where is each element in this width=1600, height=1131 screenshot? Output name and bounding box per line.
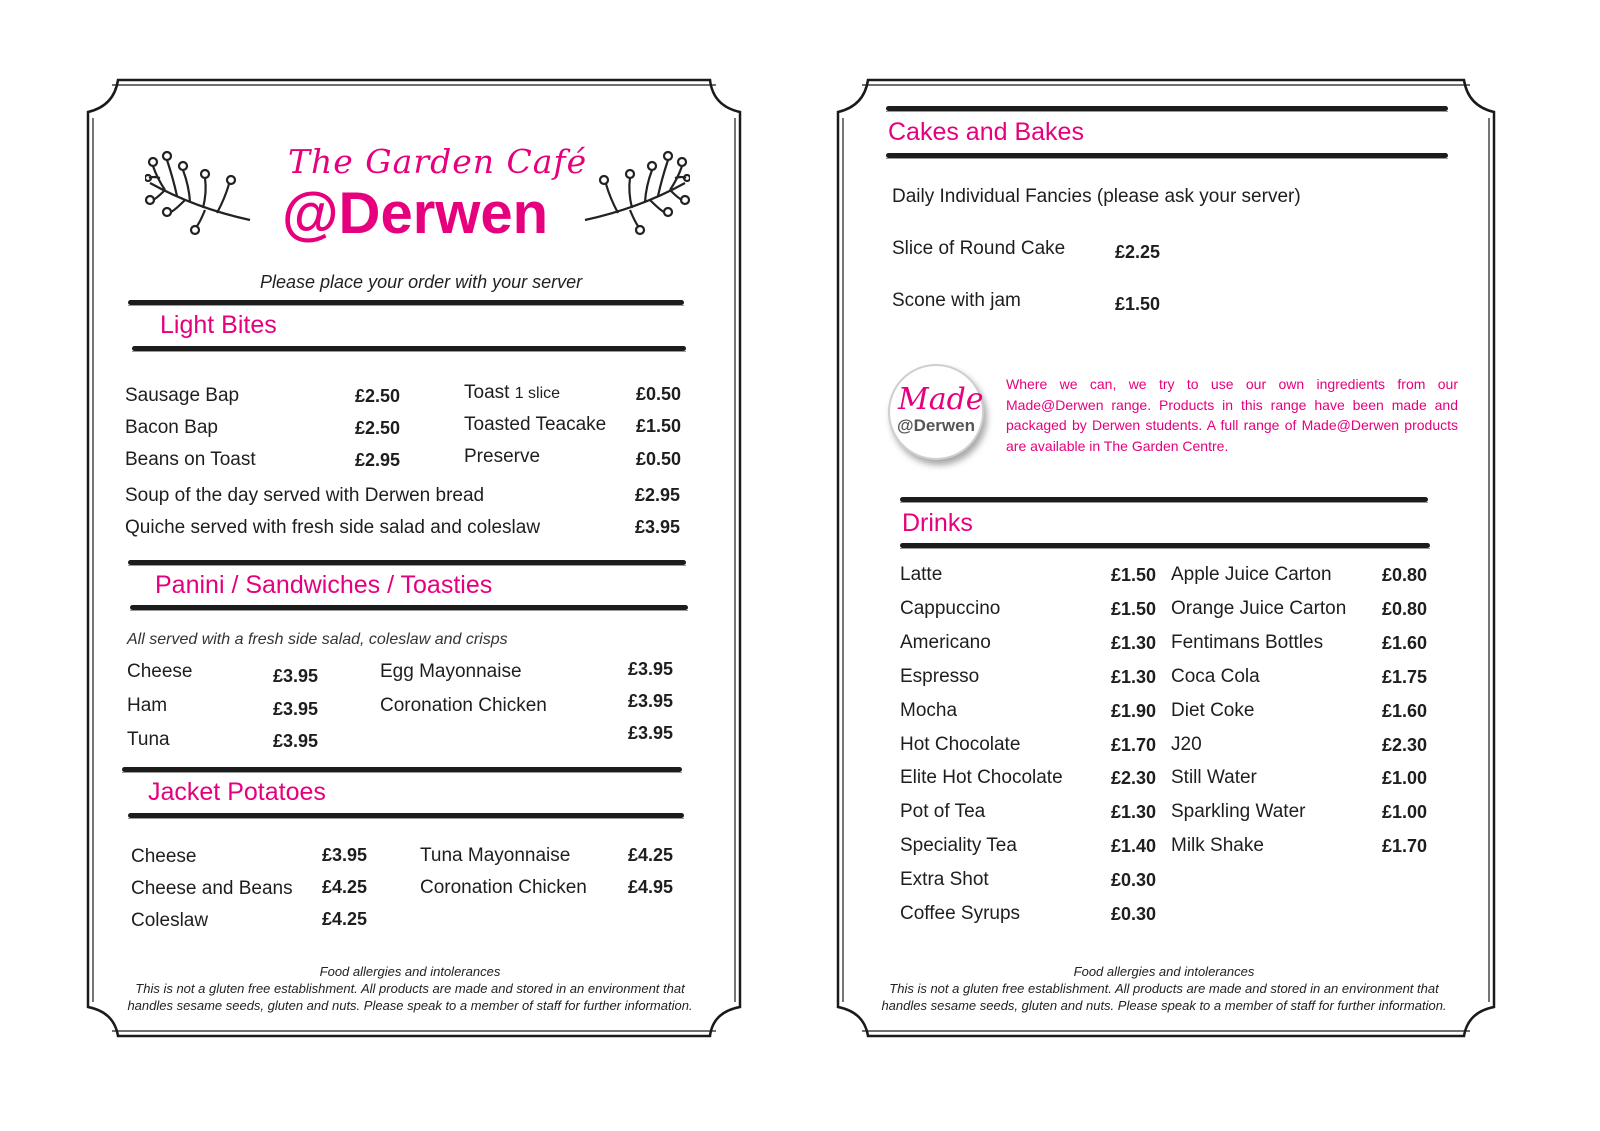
menu-item-name: Coronation Chicken bbox=[380, 695, 547, 716]
drink-name: Elite Hot Chocolate bbox=[900, 767, 1063, 789]
drink-name: Espresso bbox=[900, 665, 980, 687]
leaf-ornament-right-icon bbox=[580, 148, 690, 238]
drink-name: J20 bbox=[1171, 733, 1202, 755]
divider bbox=[132, 346, 686, 351]
divider bbox=[128, 300, 684, 305]
drink-name: Still Water bbox=[1171, 767, 1257, 789]
drink-name: Mocha bbox=[900, 699, 958, 721]
drink-price: £0.80 bbox=[1382, 598, 1428, 619]
menu-item-name: Preserve bbox=[464, 446, 541, 467]
menu-item-price: £3.95 bbox=[273, 666, 319, 686]
menu-item-price: £0.50 bbox=[636, 449, 682, 469]
drink-price: £2.30 bbox=[1382, 734, 1428, 755]
menu-item-price: £3.95 bbox=[273, 699, 319, 719]
menu-item-name: Toast bbox=[464, 382, 510, 403]
menu-item-price: £4.25 bbox=[322, 877, 368, 897]
menu-item-price: £3.95 bbox=[635, 517, 681, 537]
drink-name: Latte bbox=[900, 564, 943, 585]
menu-item-price: £2.50 bbox=[355, 386, 401, 406]
drink-price: £1.50 bbox=[1111, 598, 1157, 619]
drink-name: Americano bbox=[900, 631, 991, 653]
drink-price: £0.30 bbox=[1111, 870, 1157, 891]
menu-item-price: £4.25 bbox=[628, 845, 674, 865]
allergy-title: Food allergies and intolerances bbox=[319, 964, 501, 979]
jacket-potatoes-heading: Jacket Potatoes bbox=[148, 778, 326, 806]
drink-name: Apple Juice Carton bbox=[1171, 564, 1332, 585]
drink-name: Speciality Tea bbox=[900, 835, 1017, 857]
drink-name: Diet Coke bbox=[1171, 699, 1255, 721]
drink-name: Pot of Tea bbox=[900, 801, 986, 823]
menu-item-price: £2.95 bbox=[635, 485, 681, 505]
drink-price: £1.60 bbox=[1382, 632, 1428, 653]
right-menu-page bbox=[800, 0, 1600, 1131]
menu-item-name: Quiche served with fresh side salad and coleslaw bbox=[125, 517, 541, 538]
allergy-line: This is not a gluten free establishment. All products are made and stored in an environment that bbox=[889, 981, 1439, 996]
menu-item-name: Beans on Toast bbox=[125, 449, 256, 470]
allergy-line: This is not a gluten free establishment. All products are made and stored in an environment that bbox=[135, 981, 685, 996]
drink-price: £0.30 bbox=[1111, 904, 1157, 924]
divider bbox=[886, 153, 1448, 158]
drink-name: Sparkling Water bbox=[1171, 801, 1306, 823]
menu-item-price: £3.95 bbox=[273, 731, 319, 751]
drink-name: Coca Cola bbox=[1171, 665, 1260, 687]
drink-name: Orange Juice Carton bbox=[1171, 597, 1347, 619]
drink-price: £1.30 bbox=[1111, 666, 1157, 687]
menu-item-price: £3.95 bbox=[322, 845, 368, 865]
drink-name: Cappuccino bbox=[900, 597, 1001, 619]
menu-item-name: Sausage Bap bbox=[125, 385, 240, 406]
drink-price: £1.70 bbox=[1111, 734, 1157, 755]
menu-item-name: Coleslaw bbox=[131, 910, 209, 931]
divider bbox=[900, 497, 1428, 502]
drink-name: Hot Chocolate bbox=[900, 733, 1021, 755]
drink-price: £1.30 bbox=[1111, 802, 1157, 823]
menu-item-price: £2.50 bbox=[355, 418, 401, 438]
drink-name: Extra Shot bbox=[900, 869, 989, 891]
badge-made-text: Made bbox=[898, 382, 984, 417]
made-derwen-badge bbox=[888, 364, 984, 460]
made-derwen-description: Where we can, we try to use our own ingredients from our Made@Derwen range. Products in this range have been made and packaged by Derwen students. A full range of Made@Derwen products are available in The Garden Centre. bbox=[1006, 376, 1458, 454]
panini-subtitle: All served with a fresh side salad, coleslaw and crisps bbox=[127, 631, 508, 648]
menu-item-name: Egg Mayonnaise bbox=[380, 661, 522, 682]
divider bbox=[900, 543, 1430, 548]
divider bbox=[886, 106, 1448, 111]
drink-price: £1.50 bbox=[1111, 565, 1157, 585]
divider bbox=[128, 813, 684, 818]
menu-item-name: Tuna bbox=[127, 729, 170, 750]
menu-item-name: Bacon Bap bbox=[125, 417, 218, 438]
menu-item-name: Cheese and Beans bbox=[131, 878, 293, 899]
panini-heading: Panini / Sandwiches / Toasties bbox=[155, 571, 493, 599]
drink-price: £1.40 bbox=[1111, 836, 1157, 857]
cafe-title-script: The Garden Café bbox=[288, 142, 588, 181]
menu-item-price: £0.50 bbox=[636, 384, 682, 404]
menu-item-price: £3.95 bbox=[628, 659, 674, 679]
menu-item-price: £3.95 bbox=[628, 723, 674, 743]
drink-name: Milk Shake bbox=[1171, 835, 1264, 857]
divider bbox=[122, 767, 682, 772]
allergy-line: handles sesame seeds, gluten and nuts. Please speak to a member of staff for further information. bbox=[127, 998, 693, 1013]
menu-item-name: Cheese bbox=[131, 846, 197, 867]
drink-price: £1.75 bbox=[1382, 666, 1428, 687]
menu-item-price: £4.95 bbox=[628, 877, 674, 897]
menu-item-name: Cheese bbox=[127, 661, 193, 682]
drink-price: £1.00 bbox=[1382, 768, 1428, 789]
menu-item-price: £2.95 bbox=[355, 450, 401, 470]
cakes-heading: Cakes and Bakes bbox=[888, 118, 1084, 146]
allergy-line: handles sesame seeds, gluten and nuts. Please speak to a member of staff for further information. bbox=[881, 998, 1447, 1013]
menu-item-price: £4.25 bbox=[322, 909, 368, 929]
drink-price: £1.60 bbox=[1382, 700, 1428, 721]
drink-price: £1.90 bbox=[1111, 700, 1157, 721]
cafe-title-derwen: @Derwen bbox=[282, 181, 549, 246]
menu-item-name: Coronation Chicken bbox=[420, 877, 587, 898]
menu-item-price: £3.95 bbox=[628, 691, 674, 711]
drink-price: £1.00 bbox=[1382, 802, 1428, 823]
menu-item-name: Tuna Mayonnaise bbox=[420, 845, 571, 866]
allergy-title: Food allergies and intolerances bbox=[1073, 964, 1255, 979]
light-bites-heading: Light Bites bbox=[160, 311, 277, 339]
divider bbox=[128, 560, 686, 565]
daily-fancies: Daily Individual Fancies (please ask your server) bbox=[892, 186, 1301, 207]
badge-derwen-text: @Derwen bbox=[897, 416, 975, 435]
drink-name: Coffee Syrups bbox=[900, 903, 1021, 924]
menu-item-price: £1.50 bbox=[636, 416, 682, 436]
divider bbox=[130, 605, 688, 610]
drink-price: £1.70 bbox=[1382, 836, 1428, 857]
drink-price: £1.30 bbox=[1111, 632, 1157, 653]
menu-item-name: Ham bbox=[127, 695, 168, 716]
menu-item-price: £1.50 bbox=[1115, 294, 1161, 314]
drink-name: Fentimans Bottles bbox=[1171, 631, 1324, 653]
menu-item-toast bbox=[464, 382, 560, 404]
menu-item-name: Slice of Round Cake bbox=[892, 238, 1066, 259]
menu-item-name: Soup of the day served with Derwen bread bbox=[125, 485, 485, 506]
menu-item-name: Scone with jam bbox=[892, 290, 1021, 311]
menu-item-qualifier: 1 slice bbox=[514, 385, 561, 402]
menu-item-name: Toasted Teacake bbox=[464, 414, 607, 435]
order-note: Please place your order with your server bbox=[260, 272, 583, 292]
leaf-ornament-left-icon bbox=[145, 148, 255, 238]
drink-price: £0.80 bbox=[1382, 565, 1428, 585]
drinks-heading: Drinks bbox=[902, 509, 973, 537]
menu-item-price: £2.25 bbox=[1115, 242, 1161, 262]
drink-price: £2.30 bbox=[1111, 768, 1157, 789]
